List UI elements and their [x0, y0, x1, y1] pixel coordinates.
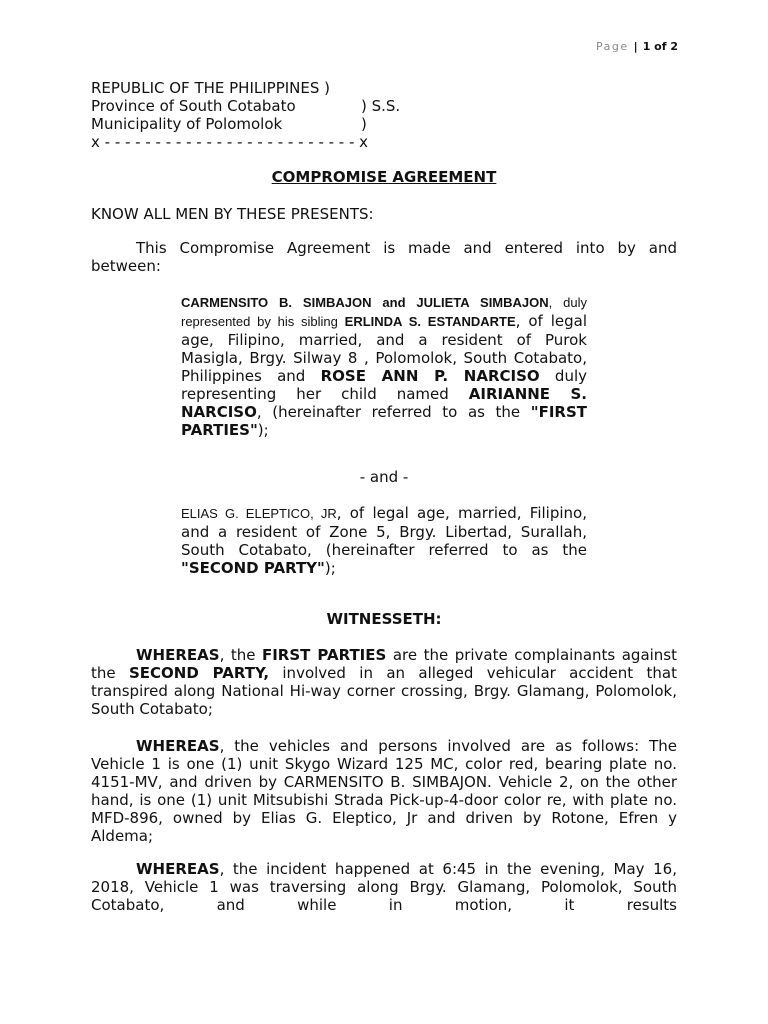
venue-caption	[91, 79, 400, 151]
caption-ss: ) S.S.	[361, 97, 401, 115]
second-party-body: , of legal age, married, Filipino, and a resident of Zone 5, Brgy. Libertad, Surallah, South Cotabato, (hereinafter referred to as the	[181, 504, 587, 559]
second-party-term: "SECOND PARTY"	[181, 559, 325, 577]
caption-republic: REPUBLIC OF THE PHILIPPINES )	[91, 79, 331, 97]
whereas-3-text: , the incident happened at 6:45 in the evening, May 16, 2018, Vehicle 1 was traversing along Brgy. Glamang, Polomolok, South Cotabato, and while in motion, it results	[91, 860, 677, 914]
whereas-paragraph-3	[91, 860, 677, 914]
whereas-3-lead: WHEREAS	[136, 860, 220, 878]
whereas-paragraph-2	[91, 737, 677, 845]
caption-province: Province of South Cotabato	[91, 97, 296, 115]
page-separator: |	[633, 40, 638, 53]
first-parties-rep-name: ERLINDA S. ESTANDARTE	[344, 314, 516, 329]
first-parties-block	[181, 293, 587, 439]
and-separator: - and -	[359, 468, 409, 486]
caption-municipality: Municipality of Polomolok	[91, 115, 283, 133]
second-party-block	[181, 504, 587, 577]
whereas-2-lead: WHEREAS	[136, 737, 220, 755]
first-parties-body3: , (hereinafter referred to as the	[256, 403, 531, 421]
witnesseth-heading: WITNESSETH:	[326, 610, 442, 628]
first-parties-term: "FIRST PARTIES"	[181, 403, 587, 439]
caption-paren: )	[361, 115, 367, 133]
whereas-1-lead: WHEREAS	[136, 646, 220, 664]
caption-divider: x - - - - - - - - - - - - - - - - - - - - - - - - - x	[91, 133, 369, 151]
second-party-name: ELIAS G. ELEPTICO, JR	[181, 506, 337, 521]
page-number: 1 of 2	[642, 40, 678, 53]
know-all-heading: KNOW ALL MEN BY THESE PRESENTS:	[91, 205, 374, 223]
first-parties-body: , of legal age, Filipino, married, and a resident of Purok Masigla, Brgy. Silway 8 , Polomolok, South Cotabato, Philippines and	[181, 312, 587, 385]
first-parties-names: CARMENSITO B. SIMBAJON and JULIETA SIMBAJON	[181, 295, 549, 310]
whereas-2-text: , the vehicles and persons involved are as follows: The Vehicle 1 is one (1) unit Skygo Wizard 125 MC, color red, bearing plate no. 4151-MV, and driven by CARMENSITO B. SIMBAJON. Vehicle 2, on the other hand, is one (1) unit Mitsubishi Strada Pick-up-4-door color re, with plate no. MFD-896, owned by Elias G. Eleptico, Jr and driven by Rotone, Efren y Aldema;	[91, 737, 677, 845]
whereas-1-second-party: SECOND PARTY,	[128, 664, 270, 682]
page-header	[596, 40, 678, 53]
first-parties-body2: duly representing her child named	[181, 367, 588, 403]
whereas-1-text-a: , the	[219, 646, 262, 664]
document-title: COMPROMISE AGREEMENT	[271, 168, 497, 186]
first-parties-name-b: ROSE ANN P. NARCISO	[320, 367, 540, 385]
page-word: Page	[596, 40, 629, 53]
whereas-1-text-b: are the private complainants against the	[91, 646, 678, 682]
first-parties-end: );	[257, 421, 269, 439]
whereas-1-first-parties: FIRST PARTIES	[261, 646, 387, 664]
intro-paragraph: This Compromise Agreement is made and entered into by and between:	[91, 239, 677, 275]
second-party-end: );	[324, 559, 336, 577]
first-parties-rep-text: , duly represented by his sibling	[181, 295, 587, 329]
whereas-1-text-c: involved in an alleged vehicular accident that transpired along National Hi-way corner crossing, Brgy. Glamang, Polomolok, South Cotabato;	[91, 664, 677, 718]
whereas-paragraph-1	[91, 646, 677, 718]
first-parties-name-c: AIRIANNE S. NARCISO	[181, 385, 587, 421]
